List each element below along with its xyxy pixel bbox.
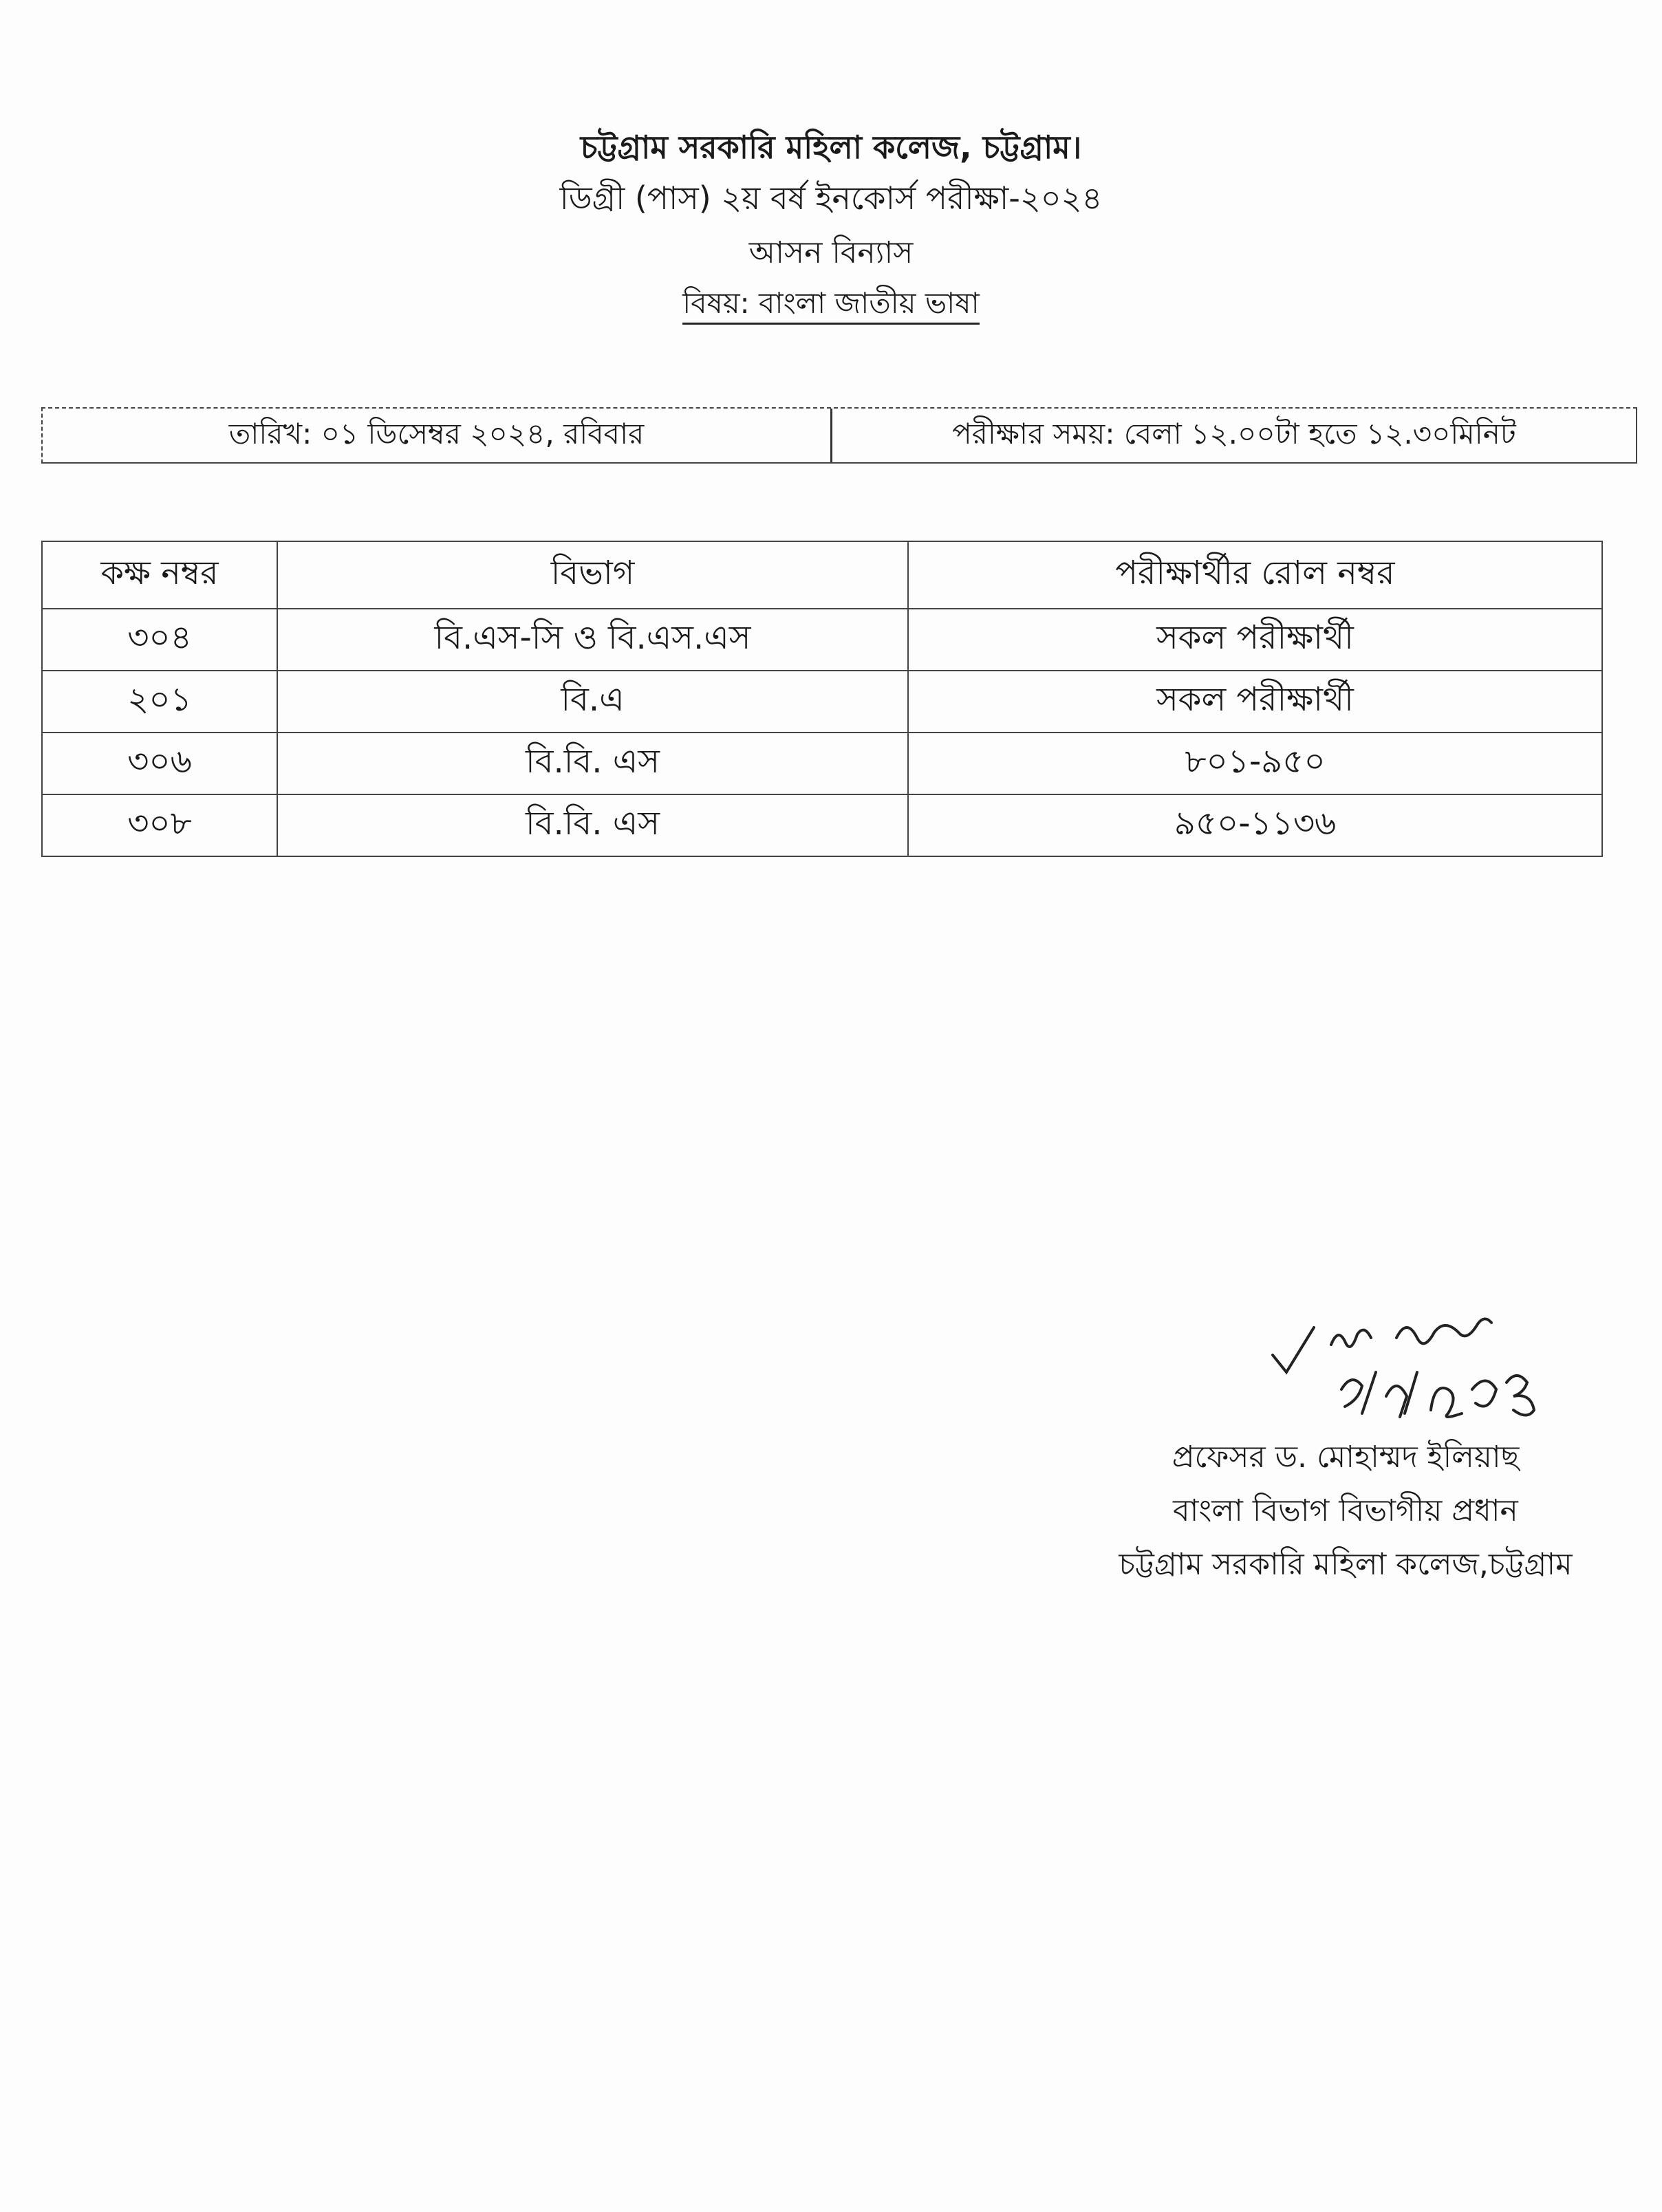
subject-text: বিষয়: বাংলা জাতীয় ভাষা	[682, 286, 979, 325]
exam-date: তারিখ: ০১ ডিসেম্বর ২০২৪, রবিবার	[43, 409, 832, 462]
header-roll: পরীক্ষার্থীর রোল নম্বর	[908, 541, 1602, 609]
roll-cell: ৯৫০-১১৩৬	[908, 794, 1602, 856]
department-cell: বি.এ	[277, 671, 908, 733]
department-cell: বি.বি. এস	[277, 733, 908, 794]
room-cell: ৩০৬	[42, 733, 277, 794]
table-row	[42, 671, 1602, 733]
header-department: বিভাগ	[277, 541, 908, 609]
handwritten-signature	[1266, 1307, 1623, 1431]
table-row	[42, 794, 1602, 856]
roll-cell: ৮০১-৯৫০	[908, 733, 1602, 794]
table-row	[42, 609, 1602, 671]
header-room: কক্ষ নম্বর	[42, 541, 277, 609]
subject-line	[0, 281, 1662, 329]
room-cell: ৩০৪	[42, 609, 277, 671]
table-header-row	[42, 541, 1602, 609]
signatory-designation: বাংলা বিভাগ বিভাগীয় প্রধান	[1173, 1493, 1518, 1528]
department-cell: বি.বি. এস	[277, 794, 908, 856]
signatory-institution: চট্টগ্রাম সরকারি মহিলা কলেজ,চট্টগ্রাম	[1119, 1547, 1573, 1582]
room-cell: ২০১	[42, 671, 277, 733]
exam-time: পরীক্ষার সময়: বেলা ১২.০০টা হতে ১২.৩০মিনিট	[952, 416, 1516, 451]
signature-block	[1070, 1431, 1621, 1592]
room-cell: ৩০৮	[42, 794, 277, 856]
exam-title: ডিগ্রী (পাস) ২য় বর্ষ ইনকোর্স পরীক্ষা-২০২৪	[559, 180, 1103, 217]
roll-cell: সকল পরীক্ষার্থী	[908, 609, 1602, 671]
department-cell: বি.এস-সি ও বি.এস.এস	[277, 609, 908, 671]
seating-table	[41, 541, 1603, 857]
roll-cell: সকল পরীক্ষার্থী	[908, 671, 1602, 733]
signatory-name: প্রফেসর ড. মোহাম্মদ ইলিয়াছ	[1172, 1440, 1520, 1475]
college-title: চট্টগ্রাম সরকারি মহিলা কলেজ, চট্টগ্রাম।	[580, 129, 1082, 166]
seat-plan-title: আসন বিন্যাস	[748, 235, 914, 270]
table-row	[42, 733, 1602, 794]
schedule-bar	[41, 407, 1637, 464]
